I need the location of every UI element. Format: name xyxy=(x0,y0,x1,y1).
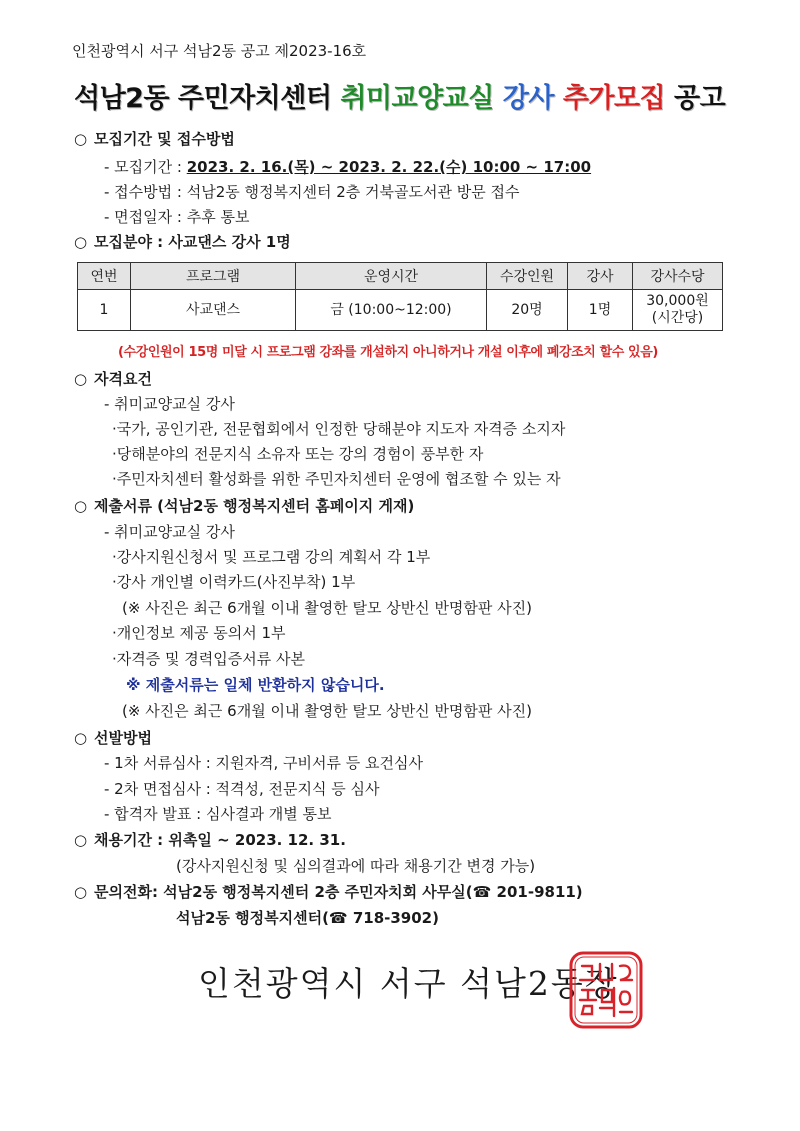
section-selection-heading xyxy=(74,727,152,748)
section-employment-heading xyxy=(74,829,346,850)
title-part-4: 추가모집 xyxy=(562,83,666,114)
table-header-cell: 프로그램 xyxy=(131,263,296,290)
table-cell-program: 사교댄스 xyxy=(131,290,296,331)
recruit-method-line: - 접수방법 : 석남2동 행정복지센터 2층 거북골도서관 방문 접수 xyxy=(104,183,520,201)
official-seal-icon xyxy=(568,950,644,1030)
section-heading-text: 채용기간 : 위촉일 ~ 2023. 12. 31. xyxy=(94,831,346,849)
program-table xyxy=(77,262,723,331)
title-part-1: 석남2동 주민자치센터 xyxy=(74,83,341,114)
bullet-circle-icon: ○ xyxy=(74,130,88,148)
list-item: ·주민자치센터 활성화를 위한 주민자치센터 운영에 협조할 수 있는 자 xyxy=(112,470,561,488)
list-item: ·당해분야의 전문지식 소유자 또는 강의 경험이 풍부한 자 xyxy=(112,445,484,463)
photo-note: (※ 사진은 최근 6개월 이내 촬영한 탈모 상반신 반명함판 사진) xyxy=(122,702,533,720)
recruit-period-line xyxy=(104,156,591,177)
section-documents-heading xyxy=(74,495,414,516)
list-item: ·자격증 및 경력입증서류 사본 xyxy=(112,650,305,668)
employment-note: (강사지원신청 및 심의결과에 따라 채용기간 변경 가능) xyxy=(176,857,536,875)
bullet-circle-icon: ○ xyxy=(74,883,88,901)
table-cell-time: 금 (10:00~12:00) xyxy=(296,290,487,331)
recruit-period-label: - 모집기간 : xyxy=(104,158,187,176)
title-part-2: 취미교양교실 xyxy=(340,83,503,114)
section-heading-text: 선발방법 xyxy=(94,729,152,747)
table-cell-pay xyxy=(633,290,723,331)
section-heading-text: 자격요건 xyxy=(94,370,152,388)
section-heading-text: 제출서류 (석남2동 행정복지센터 홈페이지 게재) xyxy=(94,497,415,515)
title-part-3: 강사 xyxy=(502,83,563,114)
table-cell-teachers: 1명 xyxy=(568,290,633,331)
list-item: ·강사지원신청서 및 프로그램 강의 계획서 각 1부 xyxy=(112,548,431,566)
list-item: - 취미교양교실 강사 xyxy=(104,523,235,541)
no-return-notice: ※ 제출서류는 일체 반환하지 않습니다. xyxy=(126,676,385,694)
bullet-circle-icon: ○ xyxy=(74,729,88,747)
page-title xyxy=(74,76,725,115)
list-item: - 합격자 발표 : 심사결과 개별 통보 xyxy=(104,805,332,823)
table-header-cell: 운영시간 xyxy=(296,263,487,290)
issuer-signature: 인천광역시 서구 석남2동장 xyxy=(198,964,619,1003)
list-item: ·개인정보 제공 동의서 1부 xyxy=(112,624,286,642)
contact-line-2: 석남2동 행정복지센터(☎ 718-3902) xyxy=(176,909,439,927)
contact-line-1: 문의전화: 석남2동 행정복지센터 2층 주민자치회 사무실(☎ 201-9811) xyxy=(94,883,583,901)
title-part-5: 공고 xyxy=(665,83,726,114)
table-header-cell: 연번 xyxy=(78,263,131,290)
section-heading-text: 모집기간 및 접수방법 xyxy=(94,130,235,148)
list-item: - 2차 면접심사 : 적격성, 전문지식 등 심사 xyxy=(104,780,380,798)
section-heading-text: 모집분야 : 사교댄스 강사 1명 xyxy=(94,233,291,251)
table-cell-students: 20명 xyxy=(487,290,568,331)
table-header-cell: 강사 xyxy=(568,263,633,290)
section-field-heading xyxy=(74,231,291,252)
section-recruit-period-heading xyxy=(74,128,235,149)
bullet-circle-icon: ○ xyxy=(74,233,88,251)
closure-warning: (수강인원이 15명 미달 시 프로그램 강좌를 개설하지 아니하거나 개설 이후에 폐강조치 할수 있음) xyxy=(118,345,658,360)
table-row xyxy=(78,290,723,331)
bullet-circle-icon: ○ xyxy=(74,831,88,849)
list-item: (※ 사진은 최근 6개월 이내 촬영한 탈모 상반신 반명함판 사진) xyxy=(122,599,533,617)
list-item: ·국가, 공인기관, 전문협회에서 인정한 당해분야 지도자 자격증 소지자 xyxy=(112,420,566,438)
list-item: ·강사 개인별 이력카드(사진부착) 1부 xyxy=(112,573,356,591)
bullet-circle-icon: ○ xyxy=(74,497,88,515)
table-header-cell: 수강인원 xyxy=(487,263,568,290)
table-header-row xyxy=(78,263,723,290)
section-requirements-heading xyxy=(74,368,152,389)
list-item: - 취미교양교실 강사 xyxy=(104,395,235,413)
notice-number: 인천광역시 서구 석남2동 공고 제2023-16호 xyxy=(72,42,367,60)
list-item: - 1차 서류심사 : 지원자격, 구비서류 등 요건심사 xyxy=(104,754,423,772)
table-cell-no: 1 xyxy=(78,290,131,331)
bullet-circle-icon: ○ xyxy=(74,370,88,388)
pay-amount: 30,000원 xyxy=(646,293,709,309)
section-contact-heading xyxy=(74,881,583,902)
table-header-cell: 강사수당 xyxy=(633,263,723,290)
pay-unit: (시간당) xyxy=(651,310,704,326)
interview-date-line: - 면접일자 : 추후 통보 xyxy=(104,208,250,226)
recruit-period-value: 2023. 2. 16.(목) ~ 2023. 2. 22.(수) 10:00 ~ 17:00 xyxy=(186,158,592,176)
